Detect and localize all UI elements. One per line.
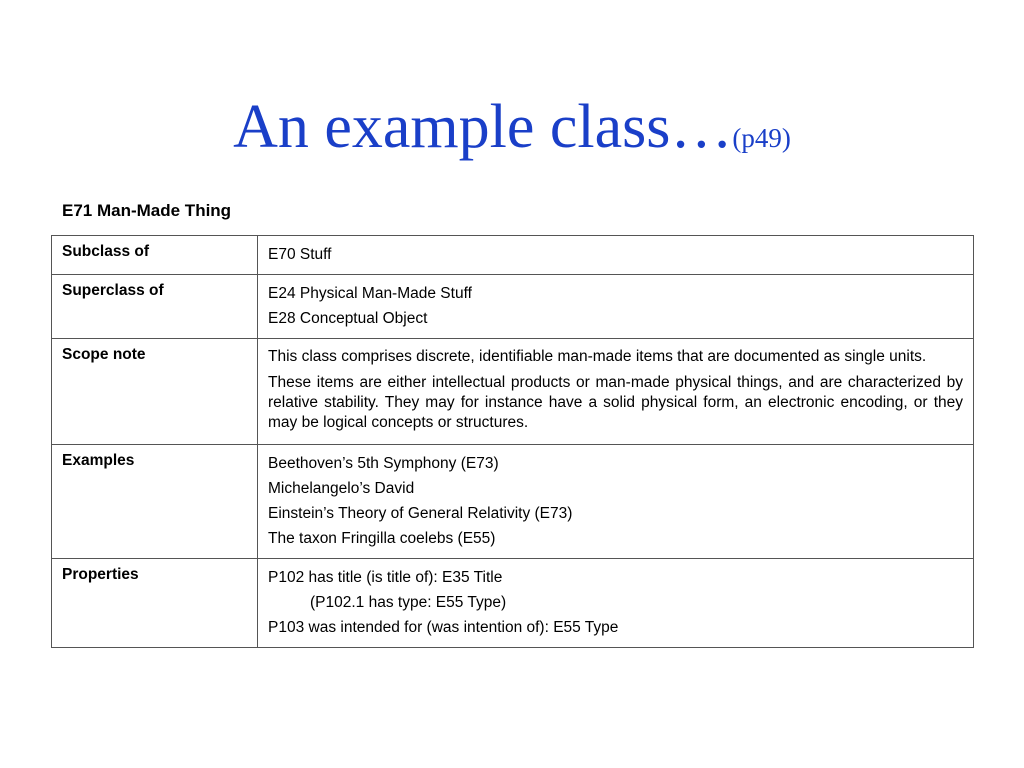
superclass-value: E24 Physical Man-Made Stuff	[268, 285, 472, 302]
property-item: P103 was intended for (was intention of): E55 Type	[268, 619, 619, 636]
property-sub-item: (P102.1 has type: E55 Type)	[310, 594, 507, 611]
example-item: Einstein’s Theory of General Relativity (E73)	[268, 505, 573, 522]
row-label: Superclass of	[52, 275, 258, 339]
row-label: Examples	[52, 445, 258, 559]
row-value	[258, 339, 974, 445]
table-row-examples	[52, 445, 974, 559]
table-row-subclass-of	[52, 236, 974, 275]
row-value	[258, 445, 974, 559]
row-value	[258, 559, 974, 648]
row-label: Scope note	[52, 339, 258, 445]
slide-title	[0, 93, 1024, 161]
row-label: Subclass of	[52, 236, 258, 275]
scope-note-paragraph: These items are either intellectual products or man-made physical things, and are characterized by relative stability. They may for instance have a solid physical form, an electronic encoding, or they may be logical concepts or structures.	[268, 374, 963, 431]
row-label: Properties	[52, 559, 258, 648]
table-row-scope-note	[52, 339, 974, 445]
example-item: Beethoven’s 5th Symphony (E73)	[268, 455, 499, 472]
slide-title-main: An example class…	[233, 93, 733, 161]
subclass-value: E70 Stuff	[268, 246, 332, 263]
class-definition-table	[51, 235, 974, 648]
scope-note-paragraph: This class comprises discrete, identifiable man-made items that are documented as single units.	[268, 348, 927, 365]
table-row-properties	[52, 559, 974, 648]
class-name-heading: E71 Man-Made Thing	[62, 201, 232, 220]
row-value	[258, 236, 974, 275]
table-row-superclass-of	[52, 275, 974, 339]
property-item: P102 has title (is title of): E35 Title	[268, 569, 503, 586]
example-item: The taxon Fringilla coelebs (E55)	[268, 530, 496, 547]
superclass-value: E28 Conceptual Object	[268, 310, 428, 327]
slide-title-page-ref: (p49)	[732, 123, 791, 153]
row-value	[258, 275, 974, 339]
example-item: Michelangelo’s David	[268, 480, 415, 497]
